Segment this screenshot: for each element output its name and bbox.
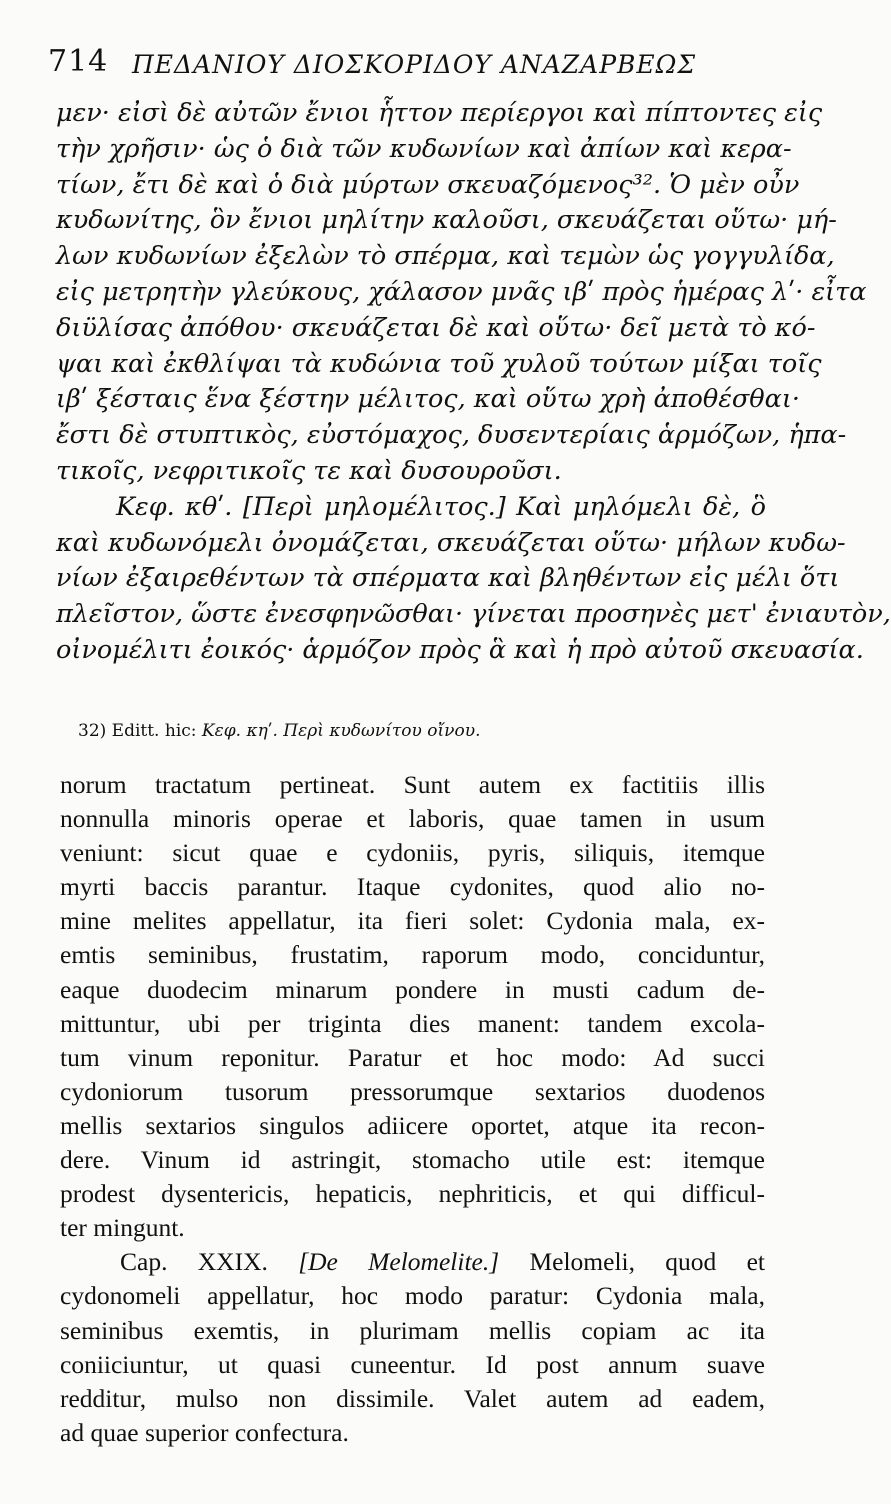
footnote-text: Κεφ. κηʹ. Περὶ κυδωνίτου οἴνου.: [201, 721, 481, 741]
greek-line: καὶ κυδωνόμελι ὀνομάζεται, σκευάζεται οὕτω· μήλων κυδω-: [56, 527, 846, 558]
chapter-title: [De Melomelite.]: [298, 1247, 500, 1277]
latin-line: seminibus exemtis, in plurimam mellis copiam ac ita: [60, 1315, 765, 1345]
latin-line: mittuntur, ubi per triginta dies manent: tandem excola-: [60, 1008, 765, 1038]
greek-line: κυδωνίτης, ὃν ἔνιοι μηλίτην καλοῦσι, σκευάζεται οὕτω· μή-: [56, 205, 837, 236]
footnote: [78, 720, 768, 742]
latin-line: mellis sextarios singulos adiicere oportet, atque ita recon-: [60, 1110, 765, 1140]
latin-line: cydoniorum tusorum pressorumque sextarios duodenos: [60, 1076, 765, 1106]
latin-line: cydonomeli appellatur, hoc modo paratur: Cydonia mala,: [60, 1281, 765, 1311]
latin-line: ad quae superior confectura.: [60, 1417, 349, 1447]
chapter-heading-text: Melomeli, quod et: [499, 1247, 765, 1277]
greek-chapter-heading-line: Κεφ. κθʹ. [Περὶ μηλομέλιτος.] Καὶ μηλόμελι δὲ, ὃ: [116, 491, 766, 522]
greek-line: τὴν χρῆσιν· ὡς ὁ διὰ τῶν κυδωνίων καὶ ἀπίων καὶ κερα-: [56, 133, 792, 164]
chapter-number: Cap. XXIX.: [120, 1247, 299, 1277]
latin-line: veniunt: sicut quae e cydoniis, pyris, siliquis, itemque: [60, 838, 765, 868]
greek-text-block: [56, 96, 891, 669]
greek-line: ιβʹ ξέσταις ἕνα ξέστην μέλιτος, καὶ οὕτω χρὴ ἀποθέσθαι·: [56, 384, 800, 415]
latin-line: nonnulla minoris operae et laboris, quae tamen in usum: [60, 804, 765, 834]
page-number: 714: [48, 44, 109, 79]
greek-line: ψαι καὶ ἐκθλίψαι τὰ κυδώνια τοῦ χυλοῦ τούτων μίξαι τοῖς: [56, 348, 822, 379]
latin-line: dere. Vinum id astringit, stomacho utile est: itemque: [60, 1145, 765, 1175]
latin-line: emtis seminibus, frustatim, raporum modo, conciduntur,: [60, 940, 765, 970]
greek-line: μεν· εἰσὶ δὲ αὐτῶν ἔνιοι ἧττον περίεργοι καὶ πίπτοντες εἰς: [56, 98, 823, 128]
latin-line: norum tractatum pertineat. Sunt autem ex factitiis illis: [60, 770, 765, 799]
latin-line: mine melites appellatur, ita fieri solet: Cydonia mala, ex-: [60, 906, 765, 936]
latin-line: eaque duodecim minarum pondere in musti cadum de-: [60, 974, 765, 1004]
greek-line: εἰς μετρητὴν γλεύκους, χάλασον μνᾶς ιβʹ πρὸς ἡμέρας λʹ· εἶτα: [56, 276, 867, 307]
greek-line: τικοῖς, νεφριτικοῖς τε καὶ δυσουροῦσι.: [56, 455, 562, 486]
page-header: [40, 40, 760, 84]
footnote-marker: 32) Editt. hic:: [78, 721, 202, 741]
greek-line: ἔστι δὲ στυπτικὸς, εὐστόμαχος, δυσεντερίαις ἁρμόζων, ἡπα-: [56, 420, 847, 451]
latin-line: ter mingunt.: [60, 1213, 185, 1243]
running-title: ΠΕΔΑΝΙΟΥ ΔΙΟΣΚΟΡΙΔΟΥ ΑΝΑΖΑΡΒΕΩΣ: [132, 50, 697, 79]
latin-chapter-heading-line: [60, 1245, 765, 1279]
greek-line: τίων, ἔτι δὲ καὶ ὁ διὰ μύρτων σκευαζόμενος³². Ὁ μὲν οὖν: [56, 169, 800, 200]
greek-line: λων κυδωνίων ἐξελὼν τὸ σπέρμα, καὶ τεμὼν ὡς γογγυλίδα,: [56, 241, 835, 272]
greek-line: οἰνομέλιτι ἐοικός· ἁρμόζον πρὸς ἃ καὶ ἡ πρὸ αὐτοῦ σκευασία.: [56, 634, 864, 665]
latin-line: myrti baccis parantur. Itaque cydonites, quod alio no-: [60, 872, 765, 902]
greek-line: διϋλίσας ἀπόθου· σκευάζεται δὲ καὶ οὕτω· δεῖ μετὰ τὸ κό-: [56, 312, 816, 343]
latin-line: redditur, mulso non dissimile. Valet autem ad eadem,: [60, 1383, 765, 1413]
greek-line: νίων ἐξαιρεθέντων τὰ σπέρματα καὶ βληθέντων εἰς μέλι ὅτι: [56, 563, 840, 594]
latin-text-block: [60, 768, 765, 1450]
latin-line: prodest dysentericis, hepaticis, nephriticis, et qui difficul-: [60, 1179, 765, 1209]
latin-line: tum vinum reponitur. Paratur et hoc modo: Ad succi: [60, 1042, 765, 1072]
latin-line: coniiciuntur, ut quasi cuneentur. Id post annum suave: [60, 1349, 765, 1379]
greek-line: πλεῖστον, ὥστε ἐνεσφηνῶσθαι· γίνεται προσηνὲς μετ' ἐνιαυτὸν,: [56, 599, 891, 630]
